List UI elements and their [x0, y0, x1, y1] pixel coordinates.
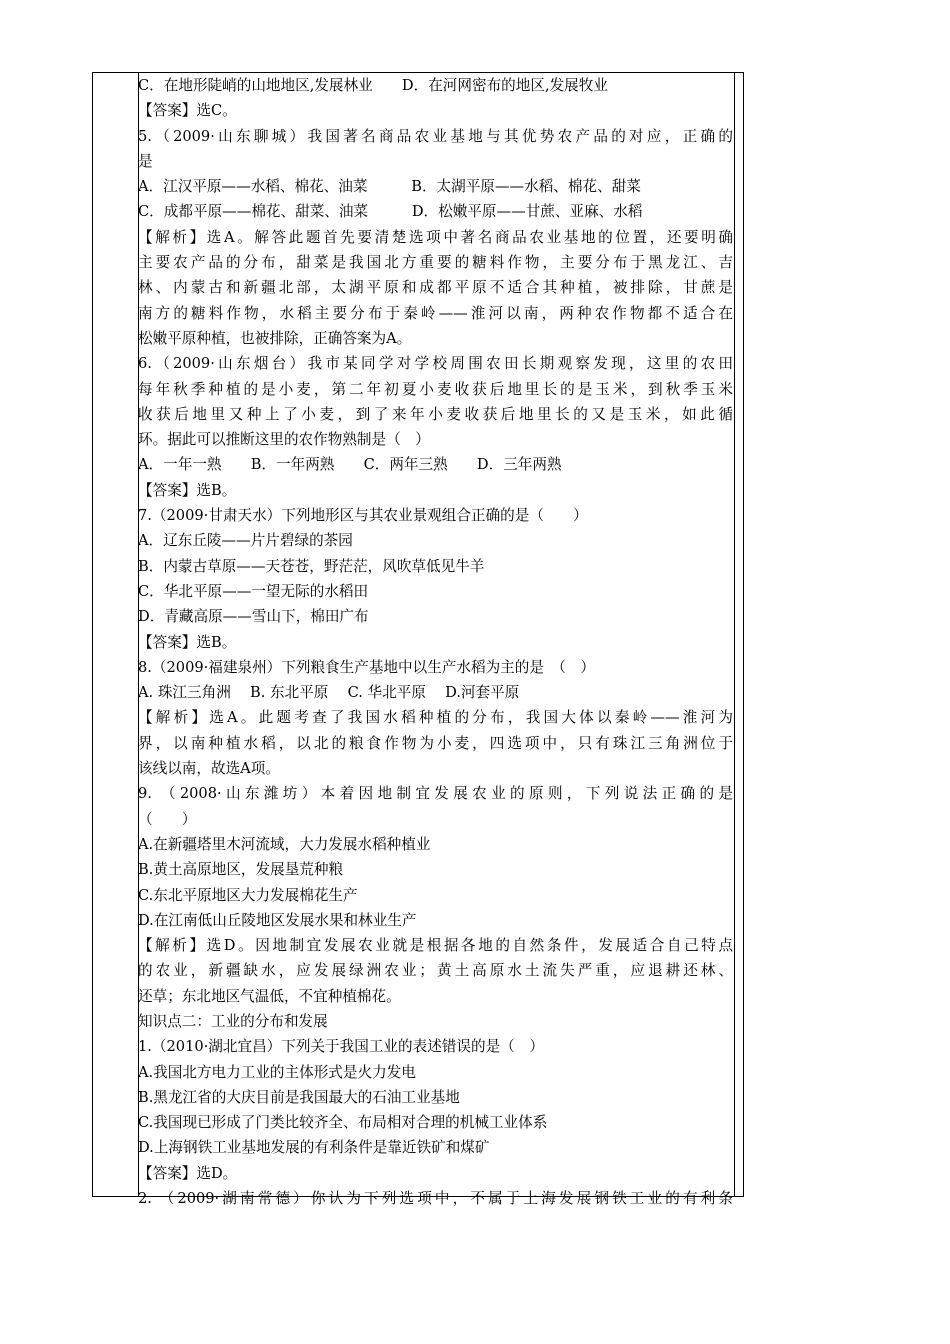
answer-line: 【答案】选B。 — [138, 633, 237, 651]
analysis-line: 松嫩平原种植，也被排除，正确答案为A。 — [138, 329, 412, 347]
answer-line: 【答案】选C。 — [138, 102, 237, 120]
option-line: D.在江南低山丘陵地区发展水果和林业生产 — [138, 911, 417, 929]
analysis-line: 【解析】选D。因地制宜发展农业就是根据各地的自然条件，发展适合自己特点 — [138, 937, 733, 955]
answer-line: 【答案】选D。 — [138, 1164, 238, 1182]
analysis-line: 该线以南，故选A项。 — [138, 760, 280, 778]
option-line: C．在地形陡峭的山地地区,发展林业 D．在河网密布的地区,发展牧业 — [138, 77, 608, 94]
question-8: 8.（2009·福建泉州）下列粮食生产基地中以生产水稻为主的是 （ ） — [138, 658, 596, 676]
analysis-line: 【解析】选A。此题考查了我国水稻种植的分布，我国大体以秦岭——淮河为 — [138, 709, 733, 727]
option-line: A．辽东丘陵——片片碧绿的茶园 — [138, 532, 353, 550]
option-line: A．江汉平原——水稻、棉花、油菜 B．太湖平原——水稻、棉花、甜菜 — [138, 178, 641, 196]
option-line: C.东北平原地区大力发展棉花生产 — [138, 886, 358, 904]
question-5-cont: 是 — [138, 152, 153, 170]
analysis-line: 南方的糖料作物，水稻主要分布于秦岭——淮河以南，两种农作物都不适合在 — [138, 304, 733, 322]
option-line: A．一年一熟 B．一年两熟 C．两年三熟 D．三年两熟 — [138, 456, 562, 474]
question-7: 7.（2009·甘肃天水）下列地形区与其农业景观组合正确的是（ ） — [138, 507, 588, 525]
option-line: B．内蒙古草原——天苍苍，野茫茫，风吹草低见牛羊 — [138, 557, 485, 575]
right-column-divider — [734, 73, 735, 1196]
question-1: 1.（2010·湖北宜昌）下列关于我国工业的表述错误的是（ ） — [138, 1038, 544, 1056]
option-line: A. 珠江三角洲 B. 东北平原 C. 华北平原 D.河套平原 — [138, 684, 520, 702]
option-line: B.黄土高原地区，发展垦荒种粮 — [138, 861, 344, 879]
question-9: 9. （2008·山东潍坊）本着因地制宜发展农业的原则，下列说法正确的是 — [138, 785, 733, 803]
option-line: B.黑龙江省的大庆目前是我国最大的石油工业基地 — [138, 1088, 460, 1106]
analysis-line: 还草；东北地区气温低，不宜种植棉花。 — [138, 987, 401, 1005]
analysis-line: 的农业，新疆缺水，应发展绿洲农业；黄土高原水土流失严重，应退耕还林、 — [138, 962, 733, 980]
option-line: D．青藏高原——雪山下，棉田广布 — [138, 608, 369, 626]
question-9-cont: （ ） — [138, 810, 197, 828]
option-line: D.上海钢铁工业基地发展的有利条件是靠近铁矿和煤矿 — [138, 1139, 490, 1157]
option-line: C．华北平原——一望无际的水稻田 — [138, 582, 369, 600]
analysis-line: 林、内蒙古和新疆北部，太湖平原和成都平原不适合其种植，被排除，甘蔗是 — [138, 279, 733, 297]
analysis-line: 界，以南种植水稻，以北的粮食作物为小麦，四选项中，只有珠江三角洲位于 — [138, 734, 733, 752]
analysis-line: 主要农产品的分布，甜菜是我国北方重要的糖料作物，主要分布于黑龙江、吉 — [138, 254, 733, 272]
option-line: C．成都平原——棉花、甜菜、油菜 D．松嫩平原——甘蔗、亚麻、水稻 — [138, 203, 643, 221]
question-6-cont: 收获后地里又种上了小麦，到了来年小麦收获后地里长的又是玉米，如此循 — [138, 405, 733, 423]
section-heading: 知识点二：工业的分布和发展 — [138, 1012, 328, 1030]
question-6: 6.（2009·山东烟台）我市某同学对学校周围农田长期观察发现，这里的农田 — [138, 355, 733, 373]
question-6-cont: 环。据此可以推断这里的农作物熟制是（ ） — [138, 431, 430, 449]
answer-line: 【答案】选B。 — [138, 481, 237, 499]
question-content — [138, 73, 733, 1211]
option-line: A.在新疆塔里木河流域，大力发展水稻种植业 — [138, 835, 431, 853]
question-5: 5.（2009·山东聊城）我国著名商品农业基地与其优势农产品的对应，正确的 — [138, 127, 733, 145]
option-line: A.我国北方电力工业的主体形式是火力发电 — [138, 1063, 416, 1081]
option-line: C.我国现已形成了门类比较齐全、布局相对合理的机械工业体系 — [138, 1114, 548, 1132]
question-2: 2. （2009·湖南常德）你认为下列选项中，不属于上海发展钢铁工业的有利条 — [138, 1190, 733, 1208]
question-6-cont: 每年秋季种植的是小麦，第二年初夏小麦收获后地里长的是玉米，到秋季玉米 — [138, 380, 733, 398]
analysis-line: 【解析】选A。解答此题首先要清楚选项中著名商品农业基地的位置，还要明确 — [138, 228, 733, 246]
